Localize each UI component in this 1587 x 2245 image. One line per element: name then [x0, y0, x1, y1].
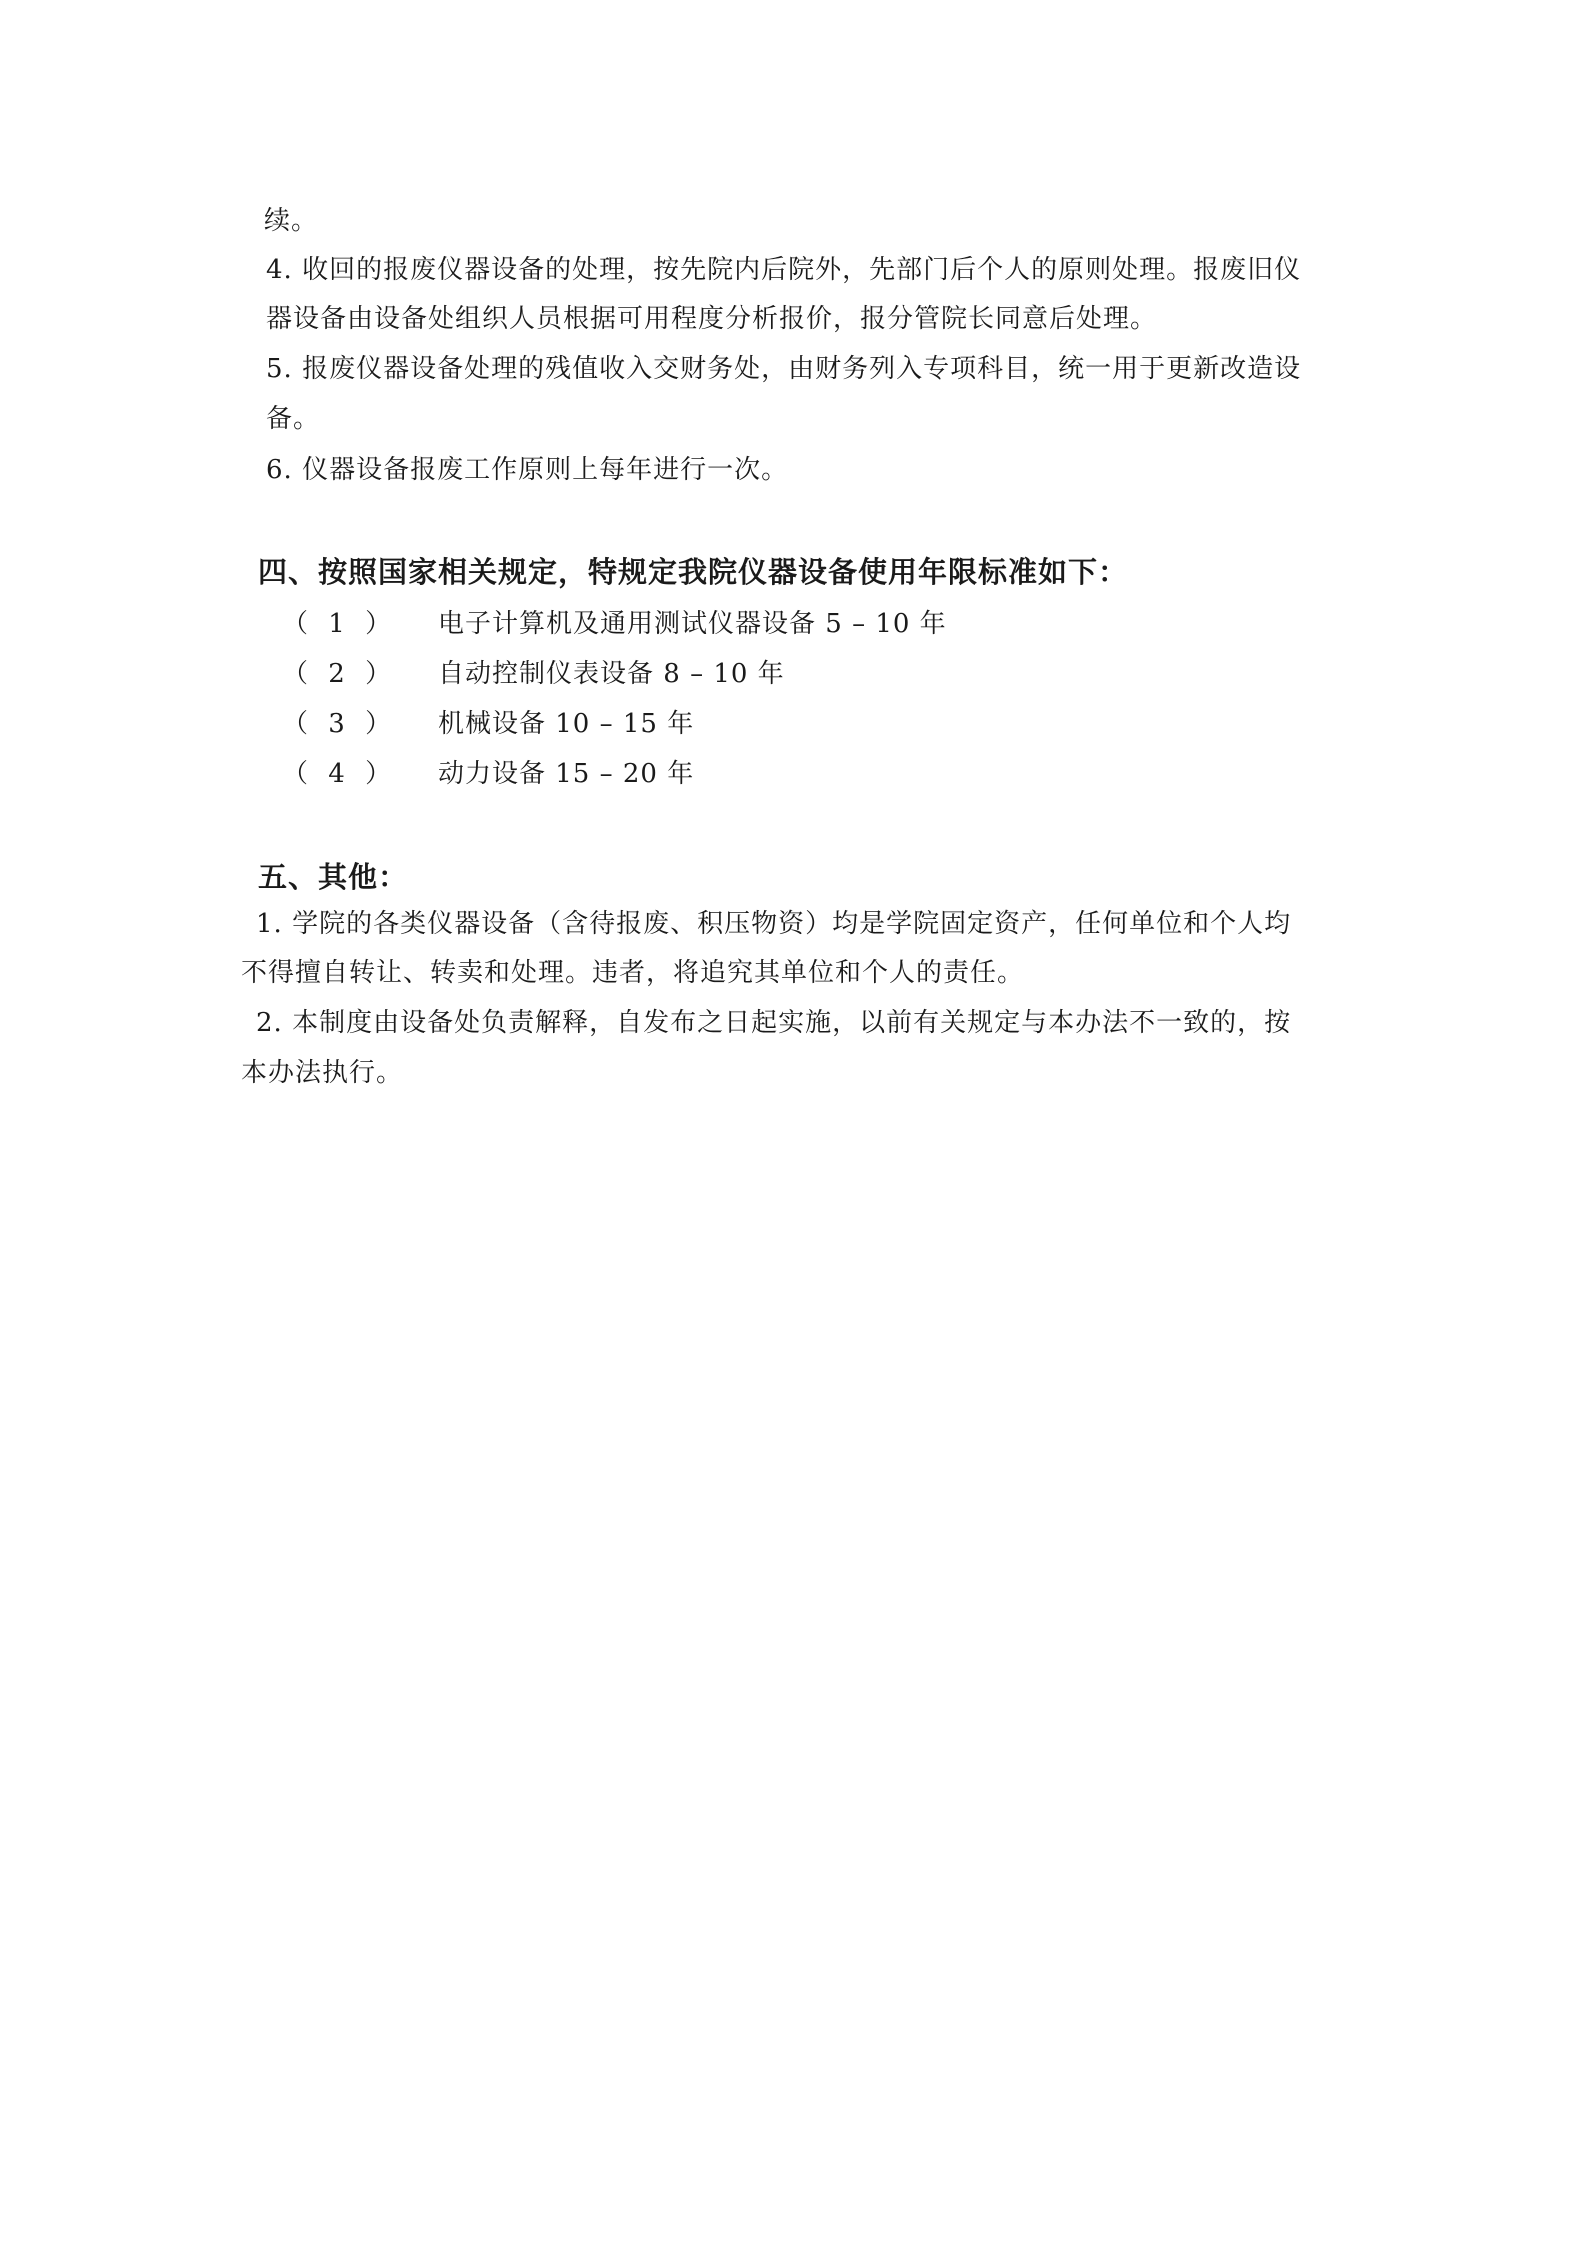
paragraph-line: 备。	[266, 404, 321, 434]
paragraph-line: 5. 报废仪器设备处理的残值收入交财务处，由财务列入专项科目，统一用于更新改造设	[266, 354, 1302, 384]
item-number: （ 3 ）	[282, 709, 398, 739]
section-heading-5: 五、其他：	[258, 860, 409, 894]
item-number: （ 2 ）	[282, 659, 398, 689]
paragraph-line: 器设备由设备处组织人员根据可用程度分析报价，报分管院长同意后处理。	[266, 304, 1158, 334]
paragraph-line: 1. 学院的各类仪器设备（含待报废、积压物资）均是学院固定资产，任何单位和个人均	[256, 909, 1292, 939]
paragraph-line: 4. 收回的报废仪器设备的处理，按先院内后院外，先部门后个人的原则处理。报废旧仪	[266, 255, 1302, 285]
item-number: （ 1 ）	[282, 609, 398, 639]
item-text: 电子计算机及通用测试仪器设备 5 – 10 年	[438, 609, 947, 639]
paragraph-line: 6. 仪器设备报废工作原则上每年进行一次。	[266, 455, 789, 485]
item-text: 机械设备 10 – 15 年	[438, 709, 695, 739]
paragraph-line: 本办法执行。	[241, 1058, 404, 1088]
paragraph-line: 不得擅自转让、转卖和处理。违者，将追究其单位和个人的责任。	[241, 958, 1025, 988]
paragraph-line: 2. 本制度由设备处负责解释，自发布之日起实施，以前有关规定与本办法不一致的，按	[256, 1008, 1292, 1038]
item-number: （ 4 ）	[282, 759, 398, 789]
item-text: 动力设备 15 – 20 年	[438, 759, 695, 789]
item-text: 自动控制仪表设备 8 – 10 年	[438, 659, 785, 689]
paragraph-line: 续。	[264, 206, 319, 236]
section-heading-4: 四、按照国家相关规定，特规定我院仪器设备使用年限标准如下：	[258, 555, 1129, 589]
